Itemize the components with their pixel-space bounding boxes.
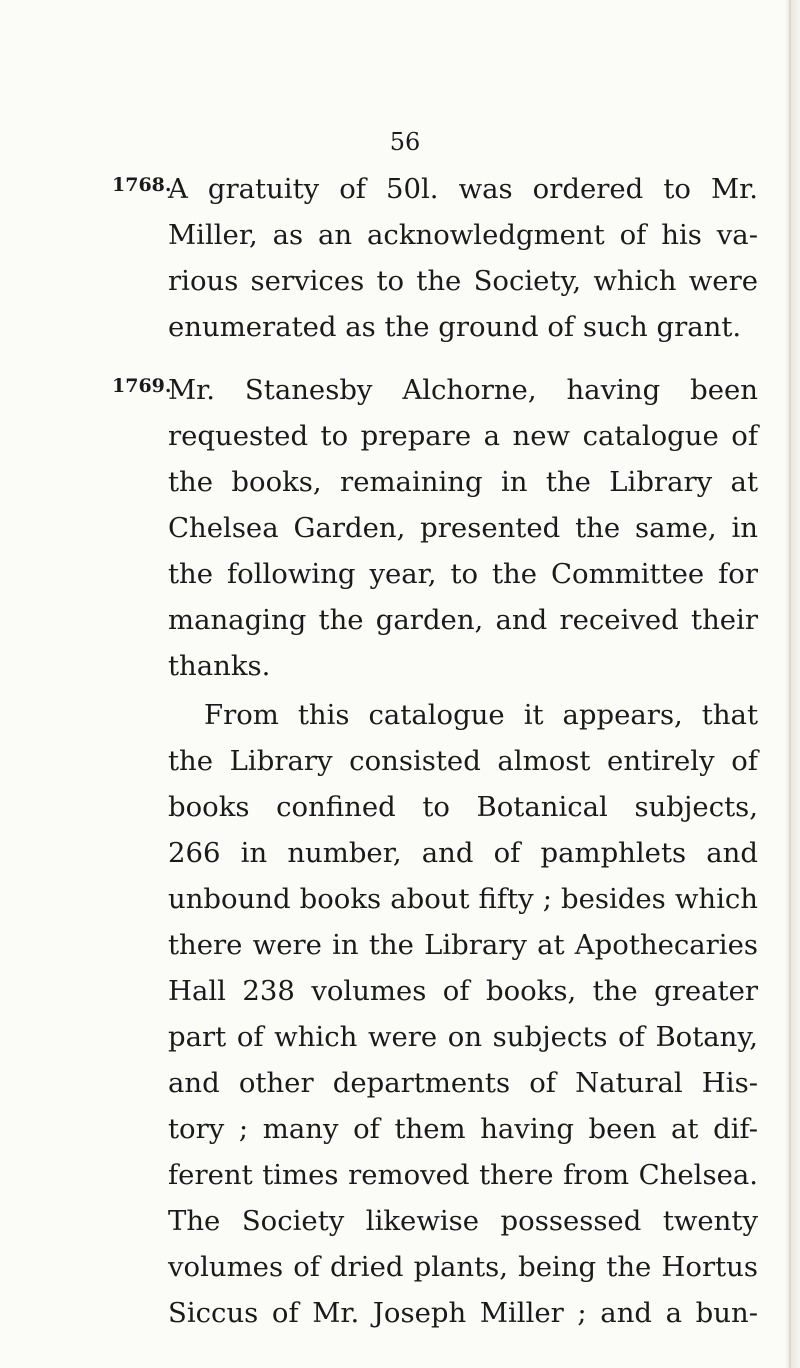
text-line: Mr. Stanesby Alchorne, having been <box>168 374 758 406</box>
text-line: Miller, as an acknowledgment of his va- <box>168 219 758 251</box>
text-line: Siccus of Mr. Joseph Miller ; and a bun- <box>168 1297 758 1329</box>
text-line: the Library consisted almost entirely of <box>168 745 758 777</box>
page-number: 56 <box>389 128 421 156</box>
text-line: volumes of dried plants, being the Hortus <box>168 1251 758 1283</box>
text-line: From this catalogue it appears, that <box>204 699 758 731</box>
text-line: A gratuity of 50l. was ordered to Mr. <box>168 173 758 205</box>
text-line: ferent times removed there from Chelsea. <box>168 1159 758 1191</box>
text-line: tory ; many of them having been at dif- <box>168 1113 758 1145</box>
text-line: and other departments of Natural His- <box>168 1067 758 1099</box>
text-line: enumerated as the ground of such grant. <box>168 311 742 343</box>
text-line: thanks. <box>168 650 271 682</box>
text-line: managing the garden, and received their <box>168 604 758 636</box>
text-line: the books, remaining in the Library at <box>168 466 758 498</box>
page-edge-line <box>789 0 791 1368</box>
text-line: the following year, to the Committee for <box>168 558 758 590</box>
text-line: 266 in number, and of pamphlets and <box>168 837 758 869</box>
text-line: unbound books about fifty ; besides which <box>168 883 758 915</box>
text-line: The Society likewise possessed twenty <box>168 1205 758 1237</box>
text-line: part of which were on subjects of Botany, <box>168 1021 758 1053</box>
text-line: requested to prepare a new catalogue of <box>168 420 758 452</box>
text-line: Hall 238 volumes of books, the greater <box>168 975 758 1007</box>
text-line: there were in the Library at Apothecaries <box>168 929 758 961</box>
year-label: 1768. <box>112 174 172 196</box>
text-line: Chelsea Garden, presented the same, in <box>168 512 758 544</box>
year-label: 1769. <box>112 375 172 397</box>
text-line: rious services to the Society, which were <box>168 265 758 297</box>
page-edge <box>784 0 800 1368</box>
text-line: books confined to Botanical subjects, <box>168 791 758 823</box>
